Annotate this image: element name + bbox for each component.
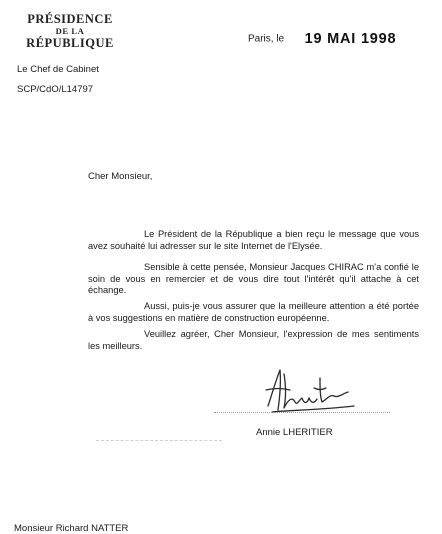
body-paragraph-4: Veuillez agréer, Cher Monsieur, l'expression de mes sentiments les meilleurs.	[88, 329, 419, 351]
recipient-name: Monsieur Richard NATTER	[14, 523, 129, 534]
date-stamp: 19 MAI 1998	[304, 30, 397, 47]
body-paragraph-2: Sensible à cette pensée, Monsieur Jacques CHIRAC m'a confié le soin de vous en remercier et de vous dire tout l'intérêt qu'il attache à cet échange.	[88, 262, 419, 295]
date-line	[248, 30, 396, 48]
letterhead	[12, 13, 128, 50]
sender-title: Le Chef de Cabinet	[17, 64, 99, 75]
signer-name: Annie LHERITIER	[256, 427, 333, 438]
signature-line	[214, 412, 390, 413]
letterhead-line-republique: RÉPUBLIQUE	[26, 36, 114, 51]
reference-number: SCP/CdO/L14797	[17, 84, 94, 95]
body-paragraph-1: Le Président de la République a bien reçu le message que vous avez souhaité lui adresser sur le site Internet de l'Elysée.	[88, 229, 419, 251]
date-place: Paris, le	[248, 33, 285, 45]
body-paragraph-3: Aussi, puis-je vous assurer que la meilleure attention a été portée à vos suggestions en matière de construction européenne.	[88, 301, 419, 323]
scan-artifact-divider	[96, 440, 222, 441]
letterhead-line-presidence: PRÉSIDENCE	[27, 12, 113, 26]
letterhead-line-de-la: DE LA	[55, 26, 85, 37]
handwritten-signature-icon	[262, 366, 358, 418]
salutation: Cher Monsieur,	[88, 171, 153, 182]
